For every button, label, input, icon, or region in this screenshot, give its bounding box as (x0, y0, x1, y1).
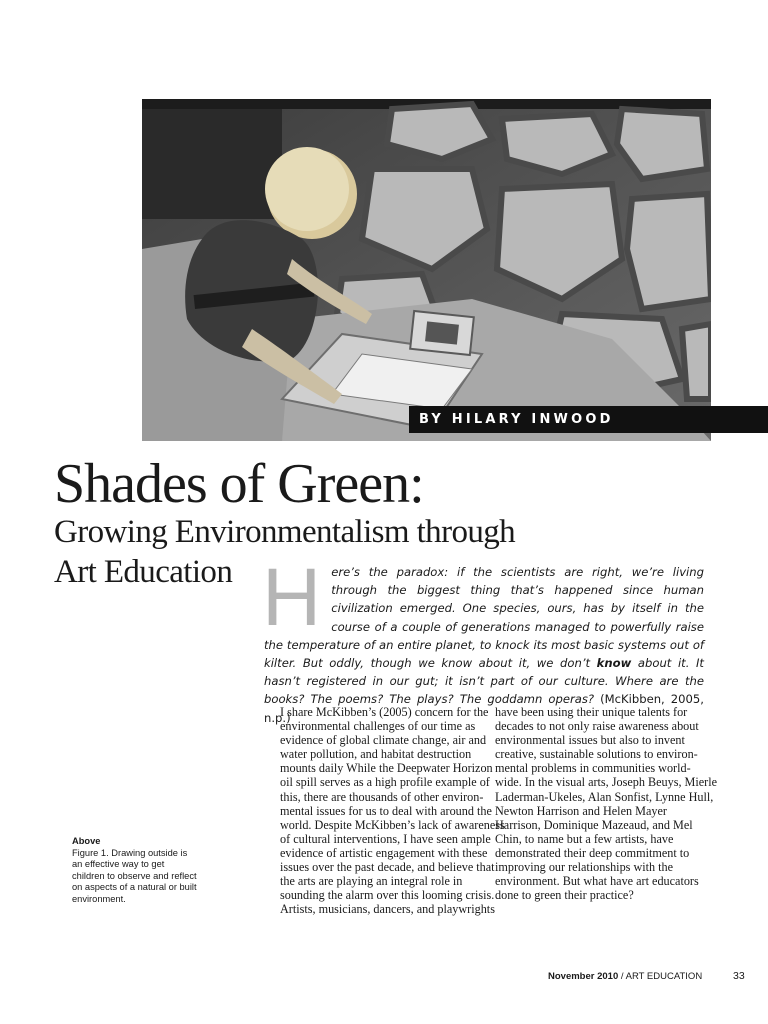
footer-issue: November 2010 (548, 971, 619, 982)
article-title: Shades of Green: (54, 453, 424, 515)
caption-line: an effective way to get (72, 859, 165, 870)
text-line: wide. In the visual arts, Joseph Beuys, Mierle (495, 775, 718, 790)
text-line: the arts are playing an integral role in (280, 874, 463, 889)
page-number: 33 (733, 970, 745, 982)
epigraph-quote (262, 552, 704, 727)
subtitle-line-2: Art Education (54, 554, 233, 590)
caption-line: environment. (72, 893, 126, 904)
text-line: water pollution, and habitat destruction (280, 747, 472, 762)
text-line: sounding the alarm over this looming crisis. (280, 888, 495, 903)
text-line: oil spill serves as a high profile example of (280, 775, 490, 790)
caption-line: on aspects of a natural or built (72, 882, 197, 893)
text-line: issues over the past decade, and believe that (280, 860, 495, 875)
text-line: mental issues for us to deal with around the (280, 803, 492, 818)
text-line: of cultural interventions, I have seen ample (280, 831, 491, 846)
text-line: mental problems in communities world- (495, 761, 691, 776)
quote-citation: (McKibben, 2005, n.p.) (264, 692, 704, 725)
body-paragraph-2 (495, 705, 718, 903)
text-line: improving our relationships with the (495, 860, 674, 875)
text-line: evidence of global climate change, air and (280, 733, 487, 748)
subtitle-line-1: Growing Environmentalism through (54, 514, 516, 550)
body-paragraph-1 (264, 705, 505, 917)
article-subtitle (54, 512, 516, 592)
caption-heading: Above (72, 836, 101, 846)
text-line: environmental challenges of our time as (280, 719, 476, 734)
text-line: environmental issues but also to invent (495, 733, 685, 748)
text-line: Artists, musicians, dancers, and playwrights (280, 902, 495, 917)
text-line: Laderman-Ukeles, Alan Sonfist, Lynne Hull, (495, 789, 714, 804)
text-line: Harrison, Dominique Mazeaud, and Mel (495, 817, 693, 832)
byline: BY HILARY INWOOD (409, 406, 768, 433)
text-line: creative, sustainable solutions to environ- (495, 747, 698, 762)
quote-text-b: about it. It hasn’t registered in our gut; it isn’t part of our culture. Where are the books? The poems? The plays? The goddamn operas? (264, 656, 704, 707)
body-column-1 (264, 705, 505, 917)
article-photo (142, 99, 711, 441)
text-line: Newton Harrison and Helen Mayer (495, 803, 667, 818)
caption-line: Figure 1. Drawing outside is (72, 847, 188, 858)
caption-line: children to observe and reflect (72, 870, 197, 881)
text-line: mounts daily While the Deepwater Horizon (280, 761, 493, 776)
drop-cap: H (262, 552, 322, 643)
text-line: done to green their practice? (495, 888, 634, 903)
footer-journal: ART EDUCATION (625, 971, 703, 982)
text-line: world. Despite McKibben’s lack of awareness (280, 817, 505, 832)
text-line: evidence of artistic engagement with these (280, 845, 488, 860)
text-line: this, there are thousands of other environ- (280, 789, 484, 804)
quote-emphasis: know (596, 656, 632, 671)
footer-separator: / (618, 971, 626, 982)
quote-text-a: ere’s the paradox: if the scientists are right, we’re living through the biggest thing that’s happened since human civilization emerged. One species, ours, has by itself in the course of a couple of generations managed to powerfully raise the temperature of an entire planet, to knock its most basic systems out of kilter. But oddly, though we know about it, we don’t (264, 565, 704, 671)
text-line: decades to not only raise awareness about (495, 719, 699, 734)
text-line: demonstrated their deep commitment to (495, 845, 690, 860)
text-line: environment. But what have art educators (495, 874, 699, 889)
figure-caption (72, 836, 212, 906)
body-column-2 (495, 705, 718, 903)
text-line: have been using their unique talents for (495, 705, 688, 719)
text-line: Chin, to name but a few artists, have (495, 831, 674, 846)
text-line: I share McKibben’s (2005) concern for the (280, 705, 489, 719)
page-footer (548, 971, 702, 982)
